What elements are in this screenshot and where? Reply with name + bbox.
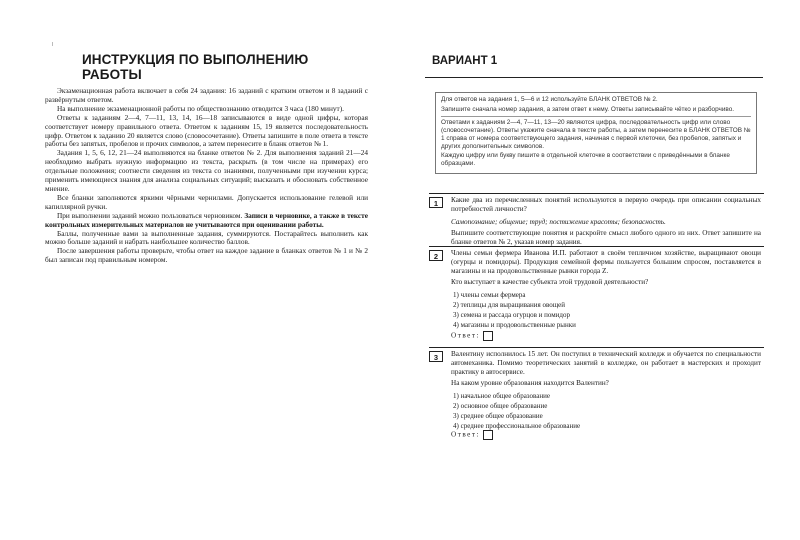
task-number: 2 [429,250,443,261]
instructions-paragraph: Ответы к заданиям 2—4, 7—11, 13, 14, 16—18 записываются в виде одной цифры, которая соответствует номеру правильного ответа. Ответом к заданиям 15, 19 является последовательность цифр. Ответом к заданию 20 является слово (словосочетание). Ответы запишите в поле ответа в тексте работы без запятых, пробелов и прочих символов, а затем перенесите в бланк ответов № 1. [45,112,368,149]
answer-row [451,430,493,440]
answer-form-info-box [435,92,757,174]
info-line: Запишите сначала номер задания, а затем ответ к нему. Ответы записывайте чётко и разборчиво. [441,105,735,113]
task-number: 1 [429,197,443,208]
variant-title: ВАРИАНТ 1 [432,55,498,67]
instructions-paragraph: Экзаменационная работа включает в себя 24 задания: 16 заданий с кратким ответом и 8 заданий с развёрнутым ответом. [45,86,368,104]
option-item: 4) магазины и продовольственные рынки [453,321,576,329]
task-question: Какие два из перечисленных понятий используются в первую очередь при описании социальных потребностей личности? [451,196,761,213]
option-item: 3) среднее общее образование [453,412,543,420]
draft-note-bold: Записи в черновике, а также в тексте контрольных измерительных материалов не учитываются при оценивании работы. [45,210,368,229]
task-question: Члены семьи фермера Иванова И.П. работают в своём тепличном хозяйстве, выращивают овощи (огурцы и помидоры). Продукция семейной фермы пользуется большим спросом, поставляется в магазины и на продовольственные рынки города Z. [451,249,761,275]
instructions-paragraph-draft [45,212,368,230]
draft-note: При выполнении заданий можно пользоваться черновиком. [57,210,243,220]
task-text [451,350,761,431]
right-page [400,0,800,540]
option-item: 2) основное общее образование [453,402,548,410]
info-divider [441,116,751,117]
task-subquestion: Кто выступает в качестве субъекта этой трудовой деятельности? [451,278,649,286]
instructions-paragraph: После завершения работы проверьте, чтобы ответ на каждое задание в бланках ответов № 1 и № 2 был записан под правильным номером. [45,246,368,265]
task-subquestion: На каком уровне образования находится Валентин? [451,379,609,387]
instructions-paragraph: Баллы, полученные вами за выполненные задания, суммируются. Постарайтесь выполнить как можно больше заданий и набрать наибольшее количество баллов. [45,228,368,247]
instructions-paragraph: На выполнение экзаменационной работы по обществознанию отводится 3 часа (180 минут). [57,103,344,113]
answer-label: Ответ: [451,331,481,340]
task-rule [429,193,764,194]
info-line: Каждую цифру или букву пишите в отдельной клеточке в соответствии с приведёнными в бланке образцами. [441,152,730,167]
option-item: 1) начальное общее образование [453,392,550,400]
task-rule [429,347,764,348]
option-item: 4) среднее профессиональное образование [453,422,581,430]
answer-row [451,331,493,341]
instructions-paragraph: Задания 1, 5, 6, 12, 21—24 выполняются на бланке ответов № 2. Для выполнения заданий 21—24 необходимо выбрать нужную информацию из текста, раскрыть (в том числе на примерах) его отдельные положения; соотнести сведения из текста со знаниями, полученными при изучении курса; применить имеющиеся знания для анализа социальных ситуаций; высказать и обосновать собственное мнение. [45,148,368,193]
options-list [453,290,761,330]
option-item: 3) семена и рассада огурцов и помидор [453,311,570,319]
option-item: 2) теплицы для выращивания овощей [453,301,565,309]
instructions-title: ИНСТРУКЦИЯ ПО ВЫПОЛНЕНИЮ РАБОТЫ [82,52,309,82]
task-text [451,249,761,330]
task-number: 3 [429,351,443,362]
task-instruction: Выпишите соответствующие понятия и раскройте смысл любого одного из них. Ответ запишите на бланке ответов № 2, указав номер задания. [451,229,761,246]
answer-box[interactable] [483,331,493,341]
task-concepts-italic: Самопознание; общение; труд; постижение красоты; безопасность. [451,218,666,226]
instructions-paragraph: Все бланки заполняются яркими чёрными чернилами. Допускается использование гелевой или капиллярной ручки. [45,192,368,211]
task-question: Валентину исполнилось 15 лет. Он поступил в технический колледж и обучается по специальности автомеханика. Помимо теоретических занятий в колледже, он работает в мастерских и проходит практику в автосервисе. [451,350,761,376]
header-rule [425,77,763,78]
task-concepts [451,218,761,227]
answer-label: Ответ: [451,430,481,439]
task-rule [429,246,764,247]
options-list [453,391,761,431]
info-line: Для ответов на задания 1, 5—6 и 12 используйте БЛАНК ОТВЕТОВ № 2. [441,96,658,103]
answer-box[interactable] [483,430,493,440]
info-line: Ответами к заданиям 2—4, 7—11, 13—20 являются цифра, последовательность цифр или слово (словосочетание). Ответы укажите сначала в тексте работы, а затем перенесите в БЛАНК ОТВЕТОВ № 1 справа от номера соответствующего задания, начиная с первой клеточки, без пробелов, запятых и других дополнительных символов. [441,118,751,150]
option-item: 1) члены семьи фермера [453,291,526,299]
instructions-body [45,87,368,265]
task-text [451,196,761,249]
page-mark [52,42,53,46]
